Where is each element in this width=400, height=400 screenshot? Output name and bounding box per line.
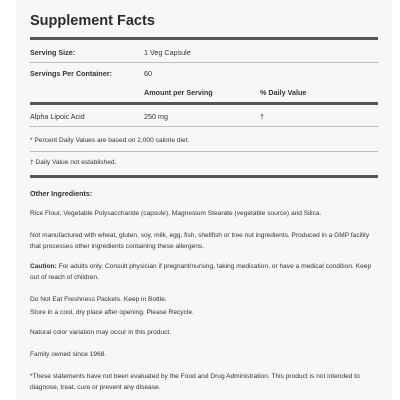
caution-note	[30, 261, 378, 283]
serving-size-row	[30, 42, 378, 62]
family-owned-note: Family owned since 1968.	[30, 351, 107, 358]
table-header-divider	[30, 102, 378, 105]
facts-bottom-divider	[30, 175, 378, 178]
nutrient-divider	[30, 126, 378, 127]
daily-value-header: % Daily Value	[260, 87, 307, 97]
caution-text: For adults only. Consult physician if pregnant/nursing, taking medication, or have a medical condition. Keep out of reach of children.	[30, 263, 372, 281]
amount-per-serving-header: Amount per Serving	[144, 87, 213, 97]
fda-disclaimer: *These statements have not been evaluated by the Food and Drug Administration. This product is not intended to diagnose, treat, cure or prevent any disease.	[30, 373, 360, 391]
serving-size-value: 1 Veg Capsule	[144, 47, 191, 57]
supplement-facts-panel	[16, 0, 392, 400]
caution-label: Caution:	[30, 263, 57, 270]
color-variation-note: Natural color variation may occur in this product.	[30, 329, 172, 336]
footnote-divider	[30, 151, 378, 152]
other-ingredients-label: Other Ingredients:	[30, 189, 93, 198]
storage-note: Store in a cool, dry place after opening. Please Recycle.	[30, 309, 194, 316]
percent-daily-footnote: * Percent Daily Values are based on 2,000 calorie diet.	[30, 137, 190, 144]
servings-per-container-row	[30, 63, 378, 83]
panel-title: Supplement Facts	[30, 13, 155, 29]
servings-per-container-value: 60	[144, 68, 152, 78]
nutrient-name: Alpha Lipoic Acid	[30, 111, 85, 121]
title-divider	[30, 37, 378, 40]
allergen-note: Not manufactured with wheat, gluten, soy, milk, egg, fish, shellfish or tree nut ingredients. Produced in a GMP facility that processes other ingredients containing these allergens.	[30, 232, 370, 250]
nutrient-daily-value: †	[260, 111, 264, 121]
freshness-note: Do Not Eat Freshness Packets. Keep in Bottle.	[30, 296, 167, 303]
other-ingredients-text: Rice Flour, Vegetable Polysaccharide (capsule), Magnesium Stearate (vegetable source) and Silica.	[30, 210, 322, 217]
serving-size-label: Serving Size:	[30, 47, 76, 57]
table-header-row	[30, 83, 378, 101]
nutrient-row	[30, 106, 378, 126]
nutrient-amount: 250 mg	[144, 111, 168, 121]
daily-value-footnote: † Daily Value not established.	[30, 159, 117, 166]
servings-per-container-label: Servings Per Container:	[30, 68, 112, 78]
